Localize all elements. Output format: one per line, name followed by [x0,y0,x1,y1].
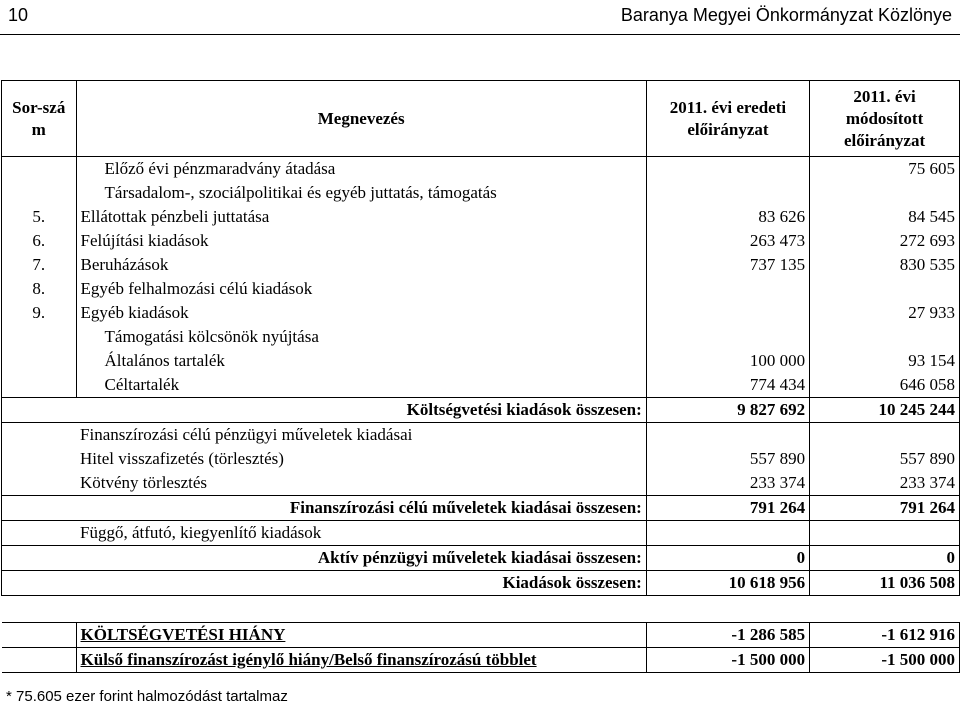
row-name: Általános tartalék [76,349,646,373]
page-header [0,0,960,36]
section-label: Finanszírozási célú pénzügyi műveletek kiadásai [76,423,646,448]
row-name: Támogatási kölcsönök nyújtása [76,325,646,349]
col-header-eredeti: 2011. évi eredeti előirányzat [646,81,809,157]
table-row: 9. Egyéb kiadások 27 933 [2,301,960,325]
row-name: Ellátottak pénzbeli juttatása [76,205,646,229]
total-row-finanszirozasi: Finanszírozási célú műveletek kiadásai összesen: 791 264 791 264 [2,496,960,521]
row-name: Felújítási kiadások [76,229,646,253]
summary-label: Külső finanszírozást igénylő hiány/Belső finanszírozású többlet [76,648,646,673]
spacer-row [2,596,960,623]
footnote: * 75.605 ezer forint halmozódást tartalmaz [6,688,288,705]
table-row: Hitel visszafizetés (törlesztés) 557 890 557 890 [2,447,960,471]
summary-label: KÖLTSÉGVETÉSI HIÁNY [76,623,646,648]
total-label: Költségvetési kiadások összesen: [76,398,646,423]
table-row: Kötvény törlesztés 233 374 233 374 [2,471,960,496]
col-header-modositott: 2011. évi módosított előirányzat [810,81,960,157]
header-rule [0,34,960,35]
fuggo-row [2,521,960,546]
total-row-aktiv: Aktív pénzügyi műveletek kiadásai összesen: 0 0 [2,546,960,571]
table-row [2,325,960,349]
row-name: Társadalom-, szociálpolitikai és egyéb juttatás, támogatás [76,181,646,205]
row-name: Kötvény törlesztés [76,471,646,496]
total-label: Aktív pénzügyi műveletek kiadásai összesen: [76,546,646,571]
section-header-finanszirozasi [2,423,960,448]
row-name: Előző évi pénzmaradvány átadása [76,157,646,182]
total-label: Kiadások összesen: [76,571,646,596]
total-row-koltsegvetesi: Költségvetési kiadások összesen: 9 827 692 10 245 244 [2,398,960,423]
table-row: Előző évi pénzmaradvány átadása 75 605 [2,157,960,182]
row-name: Egyéb kiadások [76,301,646,325]
total-row-kiadasok: Kiadások összesen: 10 618 956 11 036 508 [2,571,960,596]
row-name: Beruházások [76,253,646,277]
summary-row-hiany: KÖLTSÉGVETÉSI HIÁNY -1 286 585 -1 612 916 [2,623,960,648]
table-row: 7. Beruházások 737 135 830 535 [2,253,960,277]
table-row [2,181,960,205]
table-row: Céltartalék 774 434 646 058 [2,373,960,398]
page-number: 10 [8,5,29,25]
table-row: 8. Egyéb felhalmozási célú kiadások [2,277,960,301]
expenditure-table [1,80,960,673]
col-header-megnevezes: Megnevezés [76,81,646,157]
table-row: 5. Ellátottak pénzbeli juttatása 83 626 84 545 [2,205,960,229]
col-header-sorszam: Sor-szám [2,81,77,157]
summary-row-kulso: Külső finanszírozást igénylő hiány/Belső finanszírozású többlet -1 500 000 -1 500 000 [2,648,960,673]
table-row: Általános tartalék 100 000 93 154 [2,349,960,373]
row-name: Céltartalék [76,373,646,398]
row-name: Hitel visszafizetés (törlesztés) [76,447,646,471]
row-name: Függő, átfutó, kiegyenlítő kiadások [76,521,646,546]
row-name: Egyéb felhalmozási célú kiadások [76,277,646,301]
table-header-row [2,81,960,157]
table-row: 6. Felújítási kiadások 263 473 272 693 [2,229,960,253]
total-label: Finanszírozási célú műveletek kiadásai összesen: [76,496,646,521]
journal-title: Baranya Megyei Önkormányzat Közlönye [620,5,952,25]
